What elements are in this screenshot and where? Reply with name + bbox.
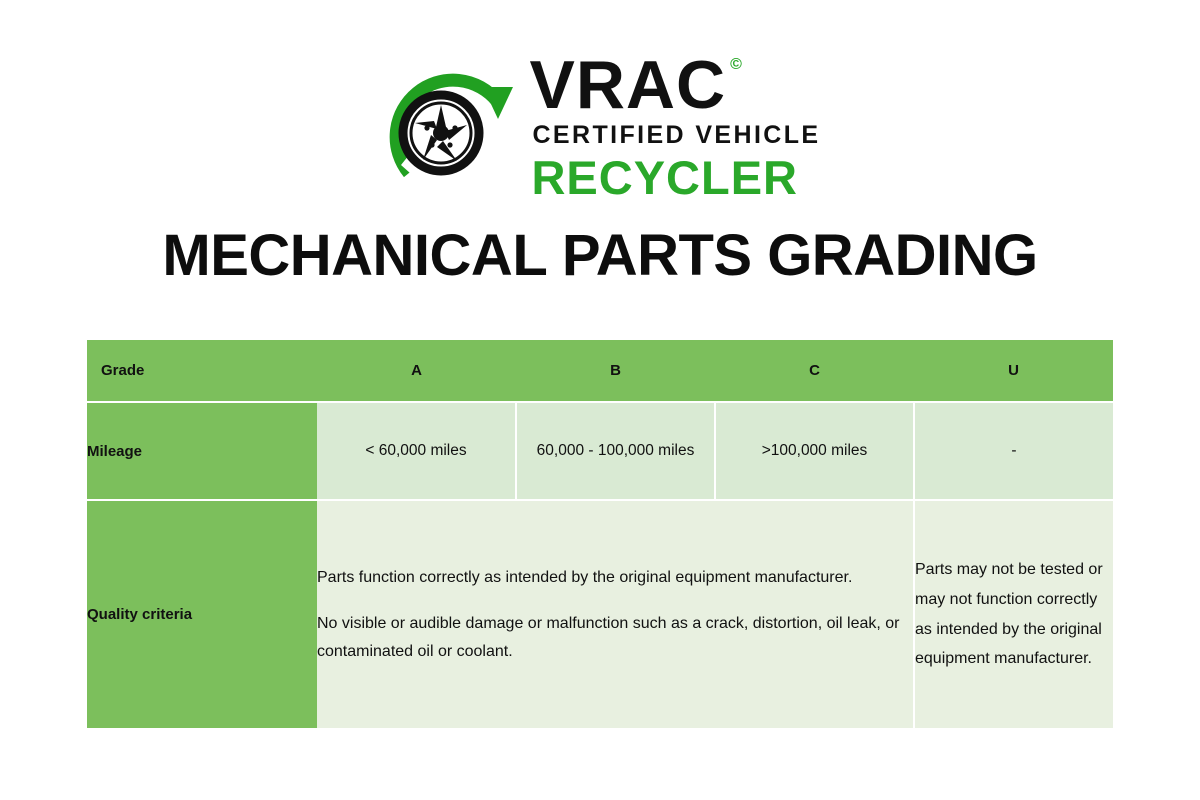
- logo-tagline-recycler: RECYCLER: [531, 151, 798, 204]
- page-title: MECHANICAL PARTS GRADING: [162, 223, 1038, 288]
- logo-wordmark-row: [529, 47, 820, 123]
- copyright-icon: ©: [730, 56, 743, 73]
- quality-criteria-abc: [317, 500, 914, 728]
- brand-logo: [0, 46, 1200, 206]
- mileage-grade-b: 60,000 - 100,000 miles: [516, 402, 715, 500]
- row-label-quality-criteria: Quality criteria: [87, 500, 317, 728]
- row-label-mileage: Mileage: [87, 402, 317, 500]
- logo-tagline-certified-vehicle: CERTIFIED VEHICLE: [532, 121, 821, 149]
- header-grade-b: B: [516, 340, 715, 402]
- logo-wordmark-block: [529, 47, 821, 204]
- quality-paragraph-1: Parts function correctly as intended by the original equipment manufacturer.: [317, 568, 853, 586]
- table-row-mileage: [87, 402, 1113, 500]
- logo-wordmark: VRAC: [529, 47, 727, 123]
- recycling-wheel-arrow-icon: [379, 61, 519, 191]
- quality-paragraph-2: No visible or audible damage or malfunction such as a crack, distortion, oil leak, or contaminated oil or coolant.: [317, 614, 900, 660]
- mileage-grade-a: < 60,000 miles: [317, 402, 516, 500]
- mileage-grade-c: >100,000 miles: [715, 402, 914, 500]
- header-grade-c: C: [715, 340, 914, 402]
- table-row-quality-criteria: [87, 500, 1113, 728]
- logo-inner: [379, 47, 821, 204]
- mileage-grade-u: -: [914, 402, 1113, 500]
- mechanical-parts-grading-table: [87, 340, 1113, 728]
- header-grade-u: U: [914, 340, 1113, 402]
- table-header-row: [87, 340, 1113, 402]
- header-grade-a: A: [317, 340, 516, 402]
- header-grade-label: Grade: [87, 340, 317, 402]
- quality-criteria-u: Parts may not be tested or may not function correctly as intended by the original equipment manufacturer.: [914, 500, 1113, 728]
